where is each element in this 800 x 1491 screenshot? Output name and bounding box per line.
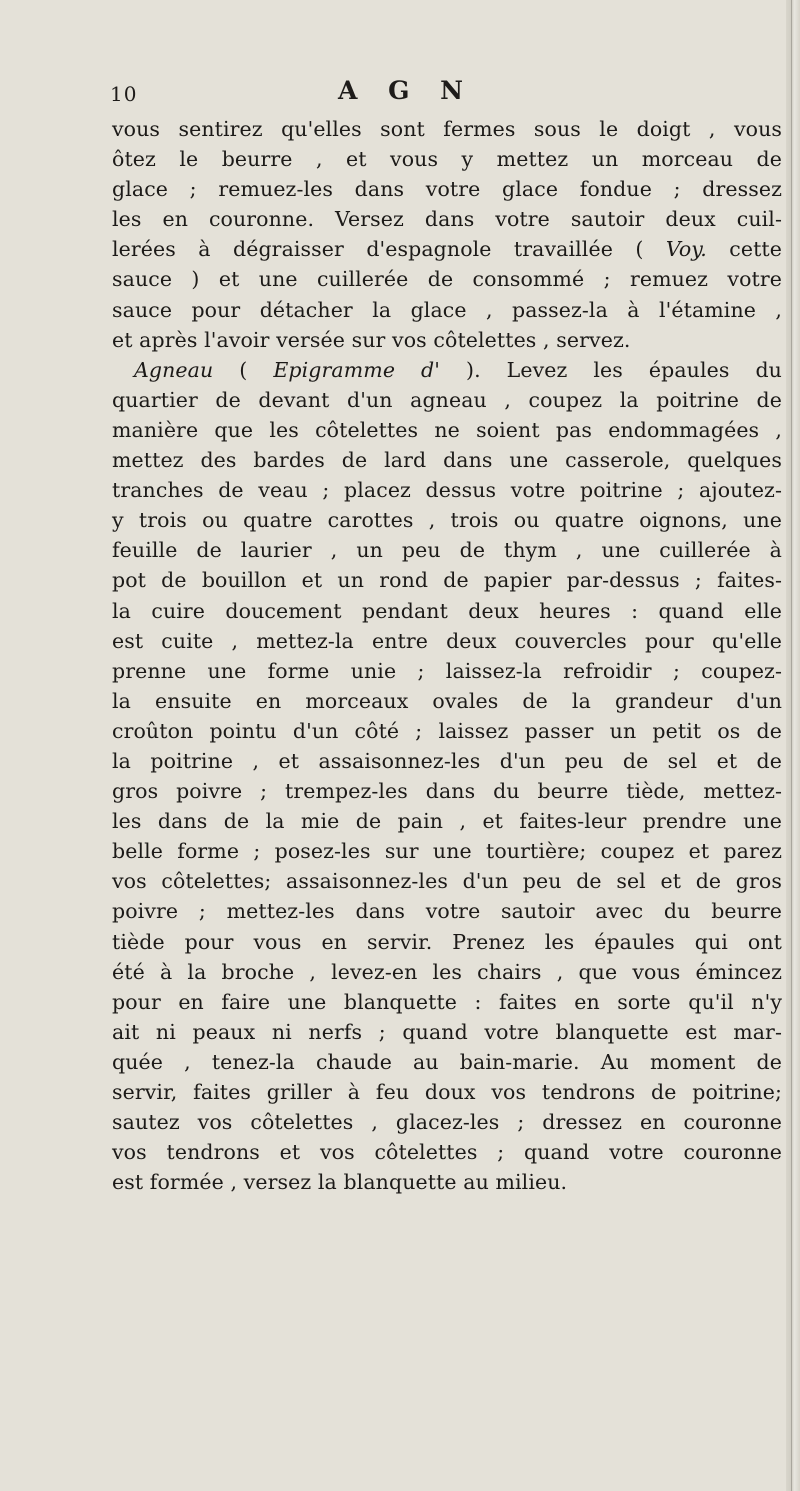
text-line: feuille de laurier , un peu de thym , une cuillerée à (112, 538, 782, 563)
entry-heading-line: Agneau ( Epigramme d' ). Levez les épaules du (134, 357, 782, 382)
text-line: quartier de devant d'un agneau , coupez la poitrine de (112, 387, 782, 412)
text-line: sauce pour détacher la glace , passez-la à l'étamine , (112, 297, 782, 322)
text-line: les en couronne. Versez dans votre sautoir deux cuil- (112, 207, 782, 232)
text-line: croûton pointu d'un côté ; laissez passer un petit os de (112, 718, 782, 743)
body-text (112, 114, 782, 1197)
text-line: vous sentirez qu'elles sont fermes sous le doigt , vous (112, 117, 782, 141)
page-header (110, 76, 780, 112)
text-line: mettez des bardes de lard dans une casserole, quelques (112, 448, 782, 473)
gutter-edge-line (791, 0, 792, 1491)
page-gutter (786, 0, 800, 1491)
text-line: été à la broche , levez-en les chairs , que vous émincez (112, 959, 782, 984)
text-line: pot de bouillon et un rond de papier par-dessus ; faites- (112, 568, 782, 593)
text-line: et après l'avoir versée sur vos côtelettes , servez. (112, 327, 631, 352)
text-line: belle forme ; posez-les sur une tourtière; coupez et parez (112, 839, 782, 864)
text-line: est cuite , mettez-la entre deux couvercles pour qu'elle (112, 628, 782, 653)
text-line: les dans de la mie de pain , et faites-leur prendre une (112, 809, 782, 834)
text-line: est formée , versez la blanquette au milieu. (112, 1170, 568, 1195)
text-line: la poitrine , et assaisonnez-les d'un peu de sel et de (112, 748, 782, 773)
text-line: poivre ; mettez-les dans votre sautoir avec du beurre (112, 899, 782, 924)
text-line: la cuire doucement pendant deux heures : quand elle (112, 598, 782, 623)
text-line: gros poivre ; trempez-les dans du beurre tiède, mettez- (112, 779, 782, 804)
italic-run: Agneau (134, 357, 214, 382)
italic-run: Epigramme d' (273, 357, 440, 382)
text-line: ôtez le beurre , et vous y mettez un morceau de (112, 147, 782, 172)
text-line: manière que les côtelettes ne soient pas endommagées , (112, 417, 782, 442)
text-line-with-italic: lerées à dégraisser d'espagnole travaillée ( Voy. cette (112, 237, 782, 262)
text-line: servir, faites griller à feu doux vos tendrons de poitrine; (112, 1080, 782, 1104)
text-line: y trois ou quatre carottes , trois ou quatre oignons, une (112, 508, 782, 533)
text-line: tranches de veau ; placez dessus votre poitrine ; ajoutez- (112, 478, 782, 503)
text-line: prenne une forme unie ; laissez-la refroidir ; coupez- (112, 658, 782, 683)
running-head: A G N (338, 76, 475, 105)
text-line: quée , tenez-la chaude au bain-marie. Au moment de (112, 1049, 782, 1074)
text-line: glace ; remuez-les dans votre glace fondue ; dressez (112, 177, 782, 202)
text-line: vos côtelettes; assaisonnez-les d'un peu de sel et de gros (112, 869, 782, 894)
text-line: tiède pour vous en servir. Prenez les épaules qui ont (112, 929, 782, 954)
text-line: pour en faire une blanquette : faites en sorte qu'il n'y (112, 989, 782, 1014)
text-line: ait ni peaux ni nerfs ; quand votre blanquette est mar- (112, 1019, 782, 1044)
page-number: 10 (110, 82, 138, 106)
text-line: vos tendrons et vos côtelettes ; quand votre couronne (112, 1140, 782, 1165)
italic-run: Voy. (665, 237, 707, 262)
text-line: la ensuite en morceaux ovales de la grandeur d'un (112, 688, 782, 713)
text-line: sautez vos côtelettes , glacez-les ; dressez en couronne (112, 1110, 782, 1135)
text-line: sauce ) et une cuillerée de consommé ; remuez votre (112, 267, 782, 292)
